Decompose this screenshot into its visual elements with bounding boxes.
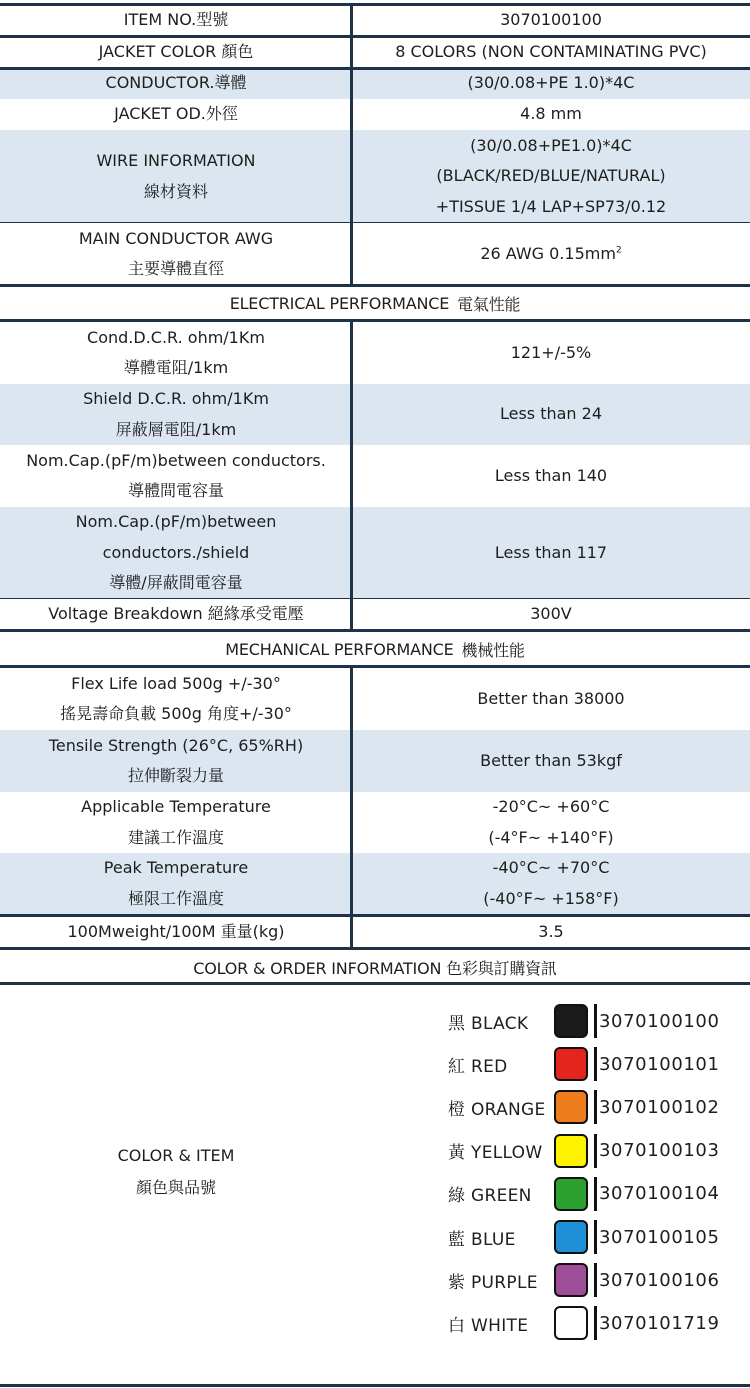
row-divider bbox=[0, 1384, 750, 1387]
color-name: 綠 GREEN bbox=[448, 1186, 532, 1207]
swatch-divider bbox=[594, 1220, 597, 1254]
color-order-title bbox=[0, 950, 750, 984]
electrical-row bbox=[0, 322, 750, 384]
spec-label bbox=[0, 130, 352, 223]
cell-text: 導體電阻/1km bbox=[123, 358, 229, 377]
cell-text: Shield D.C.R. ohm/1Km bbox=[83, 389, 269, 408]
cell-text: Tensile Strength (26°C, 65%RH) bbox=[48, 735, 304, 755]
spec-value bbox=[352, 384, 750, 445]
color-item-label-line: COLOR & ITEM bbox=[117, 1146, 235, 1165]
item-code: 3070100103 bbox=[599, 1140, 720, 1162]
color-item-label-line: 顏色與品號 bbox=[135, 1178, 216, 1197]
electrical-row bbox=[0, 384, 750, 445]
spec-value bbox=[352, 36, 750, 68]
cell-text: 線材資料 bbox=[143, 181, 208, 201]
spec-row bbox=[0, 99, 750, 130]
color-name: 藍 BLUE bbox=[448, 1229, 516, 1250]
spec-label bbox=[0, 99, 352, 130]
cell-text: 建議工作溫度 bbox=[127, 827, 224, 847]
spec-value bbox=[352, 445, 750, 507]
spec-label bbox=[0, 68, 352, 99]
spec-value bbox=[352, 130, 750, 223]
spec-value bbox=[352, 853, 750, 914]
spec-label bbox=[0, 730, 352, 792]
item-code: 3070100100 bbox=[599, 1010, 720, 1032]
cell-text: 主要導體直徑 bbox=[127, 259, 224, 278]
cell-text: Flex Life load 500g +/-30° bbox=[71, 673, 281, 693]
cell-text: Voltage Breakdown 絕緣承受電壓 bbox=[48, 603, 304, 623]
cell-text: +TISSUE 1/4 LAP+SP73/0.12 bbox=[435, 196, 667, 216]
cell-text: 極限工作溫度 bbox=[127, 888, 224, 908]
spec-label bbox=[0, 384, 352, 445]
spec-label bbox=[0, 322, 352, 384]
row-divider bbox=[0, 35, 750, 38]
row-divider bbox=[0, 914, 750, 917]
item-code: 3070100101 bbox=[599, 1053, 720, 1075]
color-option bbox=[448, 1176, 720, 1212]
cell-text: 100Mweight/100M 重量(kg) bbox=[67, 921, 285, 941]
color-option bbox=[448, 1003, 720, 1039]
swatch-divider bbox=[594, 1306, 597, 1340]
mechanical-row bbox=[0, 730, 750, 792]
cell-text: 3.5 bbox=[538, 921, 564, 941]
spec-value bbox=[352, 4, 750, 36]
cell-text: (-40°F~ +158°F) bbox=[483, 888, 619, 908]
swatch-divider bbox=[594, 1177, 597, 1211]
cell-text: -40°C~ +70°C bbox=[492, 858, 610, 877]
mechanical-row bbox=[0, 853, 750, 914]
color-order-title-text: COLOR & ORDER INFORMATION 色彩與訂購資訊 bbox=[193, 958, 557, 978]
swatch-divider bbox=[594, 1263, 597, 1297]
swatch-divider bbox=[594, 1004, 597, 1038]
cell-text: 導體/屏蔽間電容量 bbox=[109, 573, 243, 593]
cell-text: 26 AWG $0.15mm^2$ bbox=[480, 243, 622, 263]
color-name: 紅 RED bbox=[448, 1056, 508, 1077]
cell-text: Nom.Cap.(pF/m)between bbox=[75, 512, 277, 532]
cell-text: Less than 140 bbox=[494, 465, 608, 485]
column-divider bbox=[350, 319, 353, 630]
item-code: 3070100106 bbox=[599, 1269, 720, 1291]
cell-text: CONDUCTOR.導體 bbox=[105, 73, 247, 93]
color-option bbox=[448, 1219, 720, 1255]
cell-text: 8 COLORS (NON CONTAMINATING PVC) bbox=[395, 41, 707, 61]
spec-value bbox=[352, 68, 750, 99]
cell-text: WIRE INFORMATION bbox=[96, 151, 256, 170]
spec-row bbox=[0, 223, 750, 285]
spec-value bbox=[352, 916, 750, 948]
color-name: 白 WHITE bbox=[448, 1315, 529, 1336]
color-swatch bbox=[554, 1090, 588, 1124]
electrical-row bbox=[0, 599, 750, 629]
spec-label bbox=[0, 223, 352, 285]
spec-value bbox=[352, 792, 750, 853]
cell-text: Peak Temperature bbox=[103, 858, 249, 877]
spec-label bbox=[0, 36, 352, 68]
spec-value bbox=[352, 322, 750, 384]
mechanical-row bbox=[0, 792, 750, 853]
cell-text: Cond.D.C.R. ohm/1Km bbox=[87, 327, 265, 347]
spec-value bbox=[352, 223, 750, 285]
cell-text: ITEM NO.型號 bbox=[123, 9, 229, 29]
color-swatch bbox=[554, 1177, 588, 1211]
cell-text: JACKET COLOR 顏色 bbox=[98, 41, 254, 61]
color-option bbox=[448, 1262, 720, 1298]
spec-label bbox=[0, 853, 352, 914]
item-code: 3070100105 bbox=[599, 1226, 720, 1248]
cell-text: (30/0.08+PE1.0)*4C bbox=[470, 135, 632, 155]
spec-label bbox=[0, 4, 352, 36]
section-title bbox=[0, 632, 750, 666]
spec-value bbox=[352, 507, 750, 599]
color-swatch bbox=[554, 1134, 588, 1168]
section-title-zh: 機械性能 bbox=[461, 640, 525, 660]
color-swatch bbox=[554, 1263, 588, 1297]
cell-text: conductors./shield bbox=[102, 542, 250, 562]
section-title bbox=[0, 287, 750, 319]
cell-text: 121+/-5% bbox=[510, 342, 592, 362]
spec-row bbox=[0, 130, 750, 223]
cell-text: Nom.Cap.(pF/m)between conductors. bbox=[26, 450, 326, 470]
spec-value bbox=[352, 730, 750, 792]
color-option bbox=[448, 1089, 720, 1125]
mechanical-row bbox=[0, 668, 750, 730]
row-divider bbox=[0, 222, 750, 223]
cell-text: -20°C~ +60°C bbox=[492, 797, 610, 816]
cell-text: Less than 24 bbox=[499, 404, 603, 424]
item-code: 3070100104 bbox=[599, 1183, 720, 1205]
color-option bbox=[448, 1305, 720, 1341]
cell-text: (-4°F~ +140°F) bbox=[488, 827, 614, 847]
column-divider bbox=[350, 3, 353, 285]
row-divider bbox=[0, 3, 750, 6]
color-swatch bbox=[554, 1306, 588, 1340]
cell-text: 3070100100 bbox=[500, 9, 602, 29]
row-divider bbox=[0, 67, 750, 70]
column-divider bbox=[350, 665, 353, 948]
spec-label bbox=[0, 668, 352, 730]
spec-value bbox=[352, 99, 750, 130]
item-code: 3070100102 bbox=[599, 1096, 720, 1118]
cell-text: Better than 38000 bbox=[477, 688, 625, 708]
spec-label bbox=[0, 507, 352, 599]
spec-label bbox=[0, 916, 352, 948]
color-swatch bbox=[554, 1047, 588, 1081]
row-divider bbox=[0, 982, 750, 985]
cell-text: Better than 53kgf bbox=[480, 750, 622, 770]
color-name: 黑 BLACK bbox=[448, 1013, 529, 1034]
superscript: 2 bbox=[615, 245, 622, 256]
color-swatch bbox=[554, 1004, 588, 1038]
color-name: 橙 ORANGE bbox=[448, 1099, 546, 1120]
spec-value bbox=[352, 599, 750, 629]
color-name: 黃 YELLOW bbox=[448, 1143, 543, 1164]
section-title-en: MECHANICAL PERFORMANCE bbox=[225, 639, 454, 659]
cell-text: 4.8 mm bbox=[520, 104, 582, 124]
section-title-en: ELECTRICAL PERFORMANCE bbox=[229, 293, 450, 313]
cell-text: Less than 117 bbox=[494, 542, 608, 562]
color-name: 紫 PURPLE bbox=[448, 1272, 538, 1293]
swatch-divider bbox=[594, 1134, 597, 1168]
color-option bbox=[448, 1133, 720, 1169]
swatch-divider bbox=[594, 1047, 597, 1081]
item-code: 3070101719 bbox=[599, 1312, 720, 1334]
cell-text: Applicable Temperature bbox=[81, 797, 271, 816]
cell-text: (BLACK/RED/BLUE/NATURAL) bbox=[436, 166, 666, 186]
cell-text: JACKET OD.外徑 bbox=[114, 104, 238, 124]
cell-text: 屏蔽層電阻/1km bbox=[115, 419, 237, 439]
cell-text: 導體間電容量 bbox=[127, 481, 224, 500]
electrical-row bbox=[0, 445, 750, 507]
cell-text: MAIN CONDUCTOR AWG bbox=[78, 228, 274, 248]
color-option bbox=[448, 1046, 720, 1082]
row-divider bbox=[0, 598, 750, 599]
cell-text: 搖晃壽命負載 500g 角度+/-30° bbox=[60, 704, 292, 723]
section-title-zh: 電氣性能 bbox=[457, 294, 521, 314]
swatch-divider bbox=[594, 1090, 597, 1124]
spec-label bbox=[0, 445, 352, 507]
cell-text: 300V bbox=[530, 603, 572, 623]
electrical-row bbox=[0, 507, 750, 599]
spec-row bbox=[0, 68, 750, 99]
spec-value bbox=[352, 668, 750, 730]
spec-row bbox=[0, 36, 750, 68]
spec-label bbox=[0, 599, 352, 629]
color-swatch bbox=[554, 1220, 588, 1254]
cell-text: 拉伸斷裂力量 bbox=[127, 766, 224, 785]
cell-text: (30/0.08+PE 1.0)*4C bbox=[467, 73, 635, 93]
color-item-label bbox=[0, 1140, 352, 1204]
mechanical-row bbox=[0, 916, 750, 948]
spec-label bbox=[0, 792, 352, 853]
spec-row bbox=[0, 4, 750, 36]
